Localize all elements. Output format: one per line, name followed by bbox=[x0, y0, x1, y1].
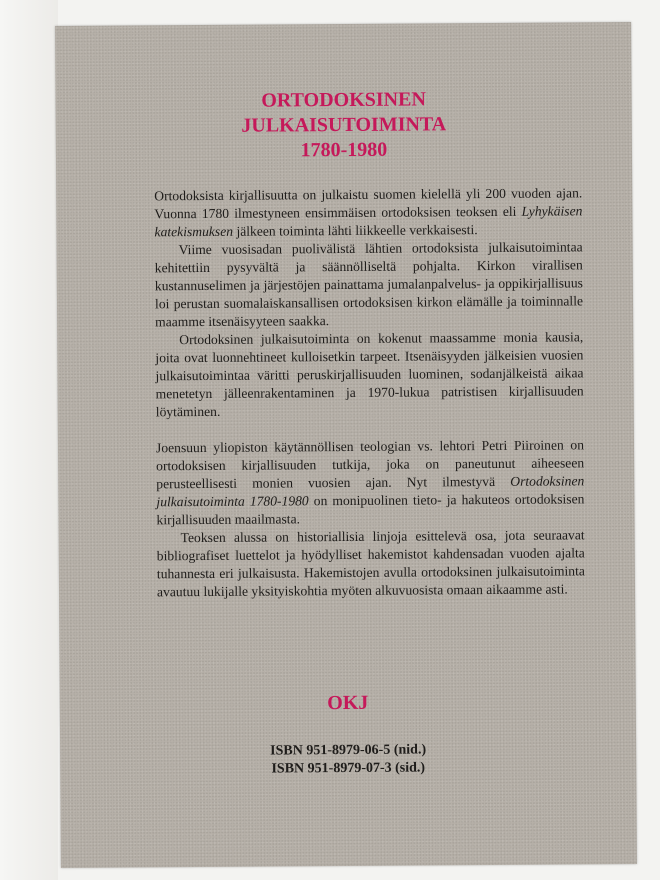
paragraph-1-text-a: Ortodoksista kirjallisuutta on julkaistu suomen kielellä yli 200 vuoden ajan. Vuonna 1780 ilmestyneen ensimmäisen ortodoksisen teoksen eli bbox=[154, 185, 583, 222]
title-line-2: JULKAISUTOIMINTA bbox=[241, 113, 447, 137]
paragraph-5: Teoksen alussa on historiallisia linjoja esittelevä osa, jota seuraavat bibliografiset luettelot ja hyödylliset hakemistot kahdensadan vuoden ajalta tuhannesta eri julkaisusta. Hakemistojen avulla ortodoksinen julkaisutoiminta avautuu lukijalle yksityiskohtia myöten alkuvuosista omaan aikaamme asti. bbox=[156, 527, 585, 600]
publisher-logo: OKJ bbox=[327, 691, 369, 715]
paragraph-4-italic-title: Ortodoksinen julkaisutoiminta 1780-1980 bbox=[156, 473, 585, 510]
paragraph-4-text-b: on monipuolinen tieto- ja hakuteos ortodoksisen kirjallisuuden maailmasta. bbox=[156, 491, 585, 528]
paragraph-1-italic-title: Lyhykäisen katekismuksen bbox=[154, 203, 583, 240]
paragraph-2: Viime vuosisadan puolivälistä lähtien ortodoksista julkaisutoimintaa kehitettiin pysyvältä ja säännölliseltä pohjalta. Kirkon virallisen kustannuselimen ja järjestöjen painattama jumalanpalvelus- ja oppikirjallisuus loi perustan suomalaiskansallisen ortodoksisen kirkon elämälle ja toiminnalle maamme itsenäisyyteen saakka. bbox=[154, 239, 584, 330]
paragraph-4-text-a: Joensuun yliopiston käytännöllisen teologian vs. lehtori Petri Piiroinen on ortodoksisen kirjallisuuden tutkija, joka on paneutunut aiheeseen perusteellisesti monien vuosien ajan. Nyt ilmestyvä bbox=[155, 437, 585, 492]
paragraph-1-text-b: jälkeen toiminta lähti liikkeelle verkkaisesti. bbox=[232, 222, 478, 239]
book-back-cover bbox=[55, 22, 637, 868]
isbn-block bbox=[60, 740, 636, 780]
background-surface bbox=[0, 0, 58, 880]
title-line-1: ORTODOKSINEN bbox=[261, 88, 426, 112]
isbn-line-1: ISBN 951-8979-06-5 (nid.) bbox=[270, 742, 427, 759]
title-line-3: 1780-1980 bbox=[300, 138, 388, 162]
isbn-line-2: ISBN 951-8979-07-3 (sid.) bbox=[271, 760, 426, 777]
paragraph-4 bbox=[156, 436, 585, 529]
paragraph-3: Ortodoksinen julkaisutoiminta on kokenut maassamme monia kausia, joita ovat luonnehtineet kulloisetkin tarpeet. Itsenäisyyden jälkeisien vuosien julkaisutoimintaa väritti peruskirjallisuuden luominen, sodanjälkeistä aikaa menetetyn jälleenrakentaminen ja 1970-lukua patristisen kirjallisuuden löytäminen. bbox=[155, 329, 584, 420]
blurb-text bbox=[154, 184, 585, 601]
book-title bbox=[56, 86, 633, 165]
paragraph-1 bbox=[154, 184, 582, 241]
